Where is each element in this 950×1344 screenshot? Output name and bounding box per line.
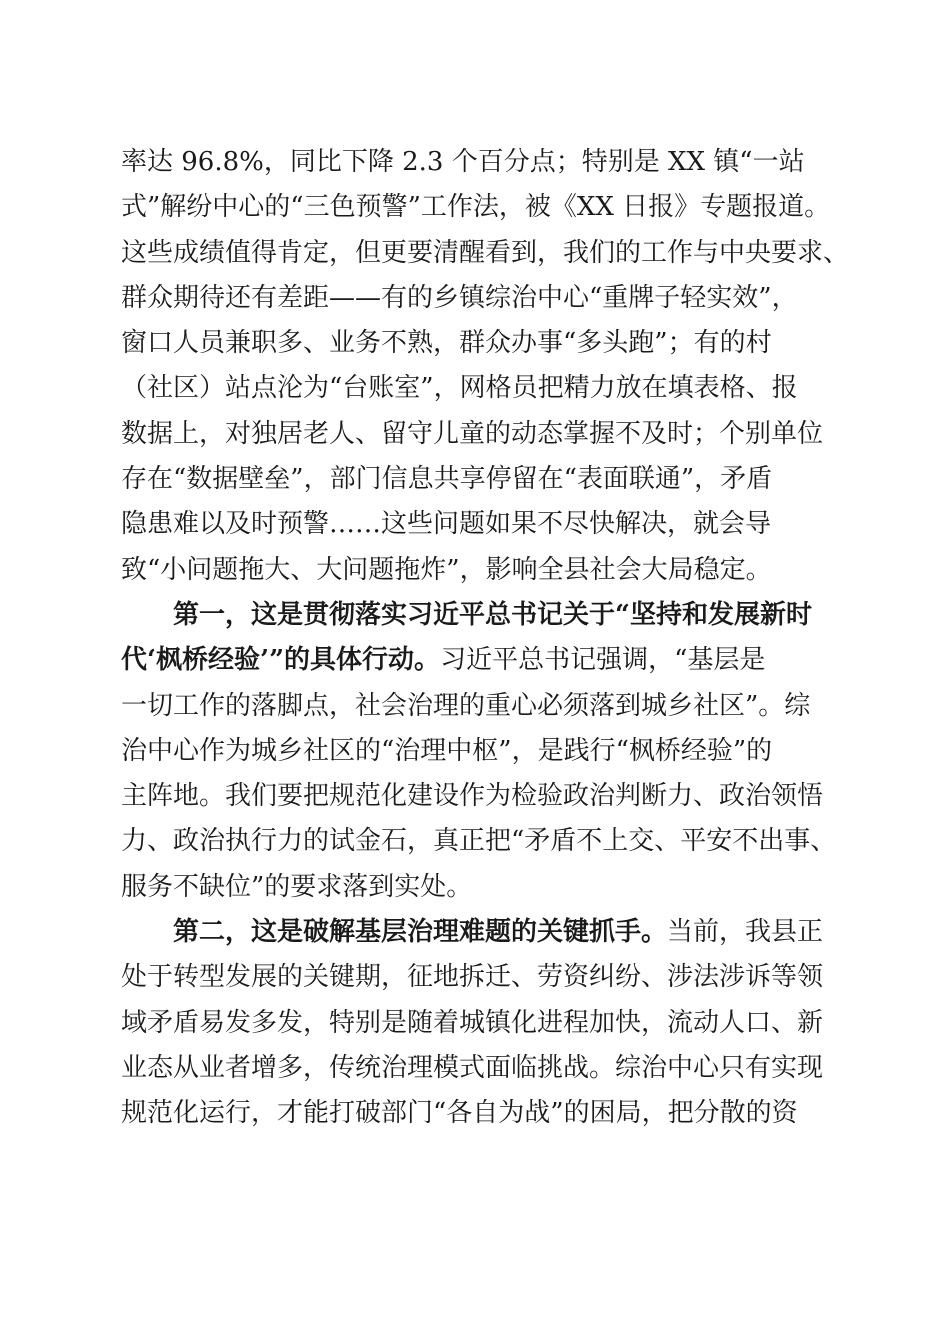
text-line: 业态从业者增多，传统治理模式面临挑战。综治中心只有实现 <box>121 1052 824 1083</box>
body-text <box>121 140 861 1137</box>
text-line: 致“小问题拖大、大问题拖炸”，影响全县社会大局稳定。 <box>121 554 772 585</box>
text-span: 当前，我县正 <box>667 917 824 948</box>
text-line: 服务不缺位”的要求落到实处。 <box>121 871 473 902</box>
text-line: 率达 96.8%，同比下降 2.3 个百分点；特别是 XX 镇“一站 <box>121 147 805 177</box>
text-line: 治中心作为城乡社区的“治理中枢”，是践行“枫桥经验”的 <box>121 735 773 766</box>
text-line: 域矛盾易发多发，特别是随着城镇化进程加快，流动人口、新 <box>121 1007 824 1038</box>
text-line: 窗口人员兼职多、业务不熟，群众办事“多头跑”；有的村 <box>121 328 772 359</box>
text-line: （社区）站点沦为“台账室”，网格员把精力放在填表格、报 <box>121 373 798 404</box>
paragraph-heading: 第一，这是贯彻落实习近平总书记关于“坚持和发展新时 <box>173 599 812 630</box>
paragraph-heading-end: 代‘枫桥经验’”的具体行动。 <box>121 645 441 676</box>
text-line: 隐患难以及时预警……这些问题如果不尽快解决，就会导 <box>121 509 772 540</box>
text-line: 一切工作的落脚点，社会治理的重心必须落到城乡社区”。综 <box>121 690 811 721</box>
text-line: 式”解纷中心的“三色预警”工作法，被《XX 日报》专题报道。 <box>121 192 831 223</box>
text-span: 习近平总书记强调，“基层是 <box>440 645 766 676</box>
text-line: 这些成绩值得肯定，但更要清醒看到，我们的工作与中央要求、 <box>121 237 850 268</box>
text-line: 处于转型发展的关键期，征地拆迁、劳资纠纷、涉法涉诉等领 <box>121 962 824 993</box>
text-line: 力、政治执行力的试金石，真正把“矛盾不上交、平安不出事、 <box>121 826 837 857</box>
text-line <box>121 638 861 683</box>
text-line <box>121 910 861 955</box>
text-line: 存在“数据壁垒”，部门信息共享停留在“表面联通”，矛盾 <box>121 464 773 495</box>
text-line: 数据上，对独居老人、留守儿童的动态掌握不及时；个别单位 <box>121 418 824 449</box>
text-line: 群众期待还有差距——有的乡镇综治中心“重牌子轻实效”， <box>121 282 798 313</box>
text-line: 规范化运行，才能打破部门“各自为战”的困局，把分散的资 <box>121 1098 798 1129</box>
paragraph-heading: 第二，这是破解基层治理难题的关键抓手。 <box>173 917 668 948</box>
text-line: 主阵地。我们要把规范化建设作为检验政治判断力、政治领悟 <box>121 781 824 812</box>
